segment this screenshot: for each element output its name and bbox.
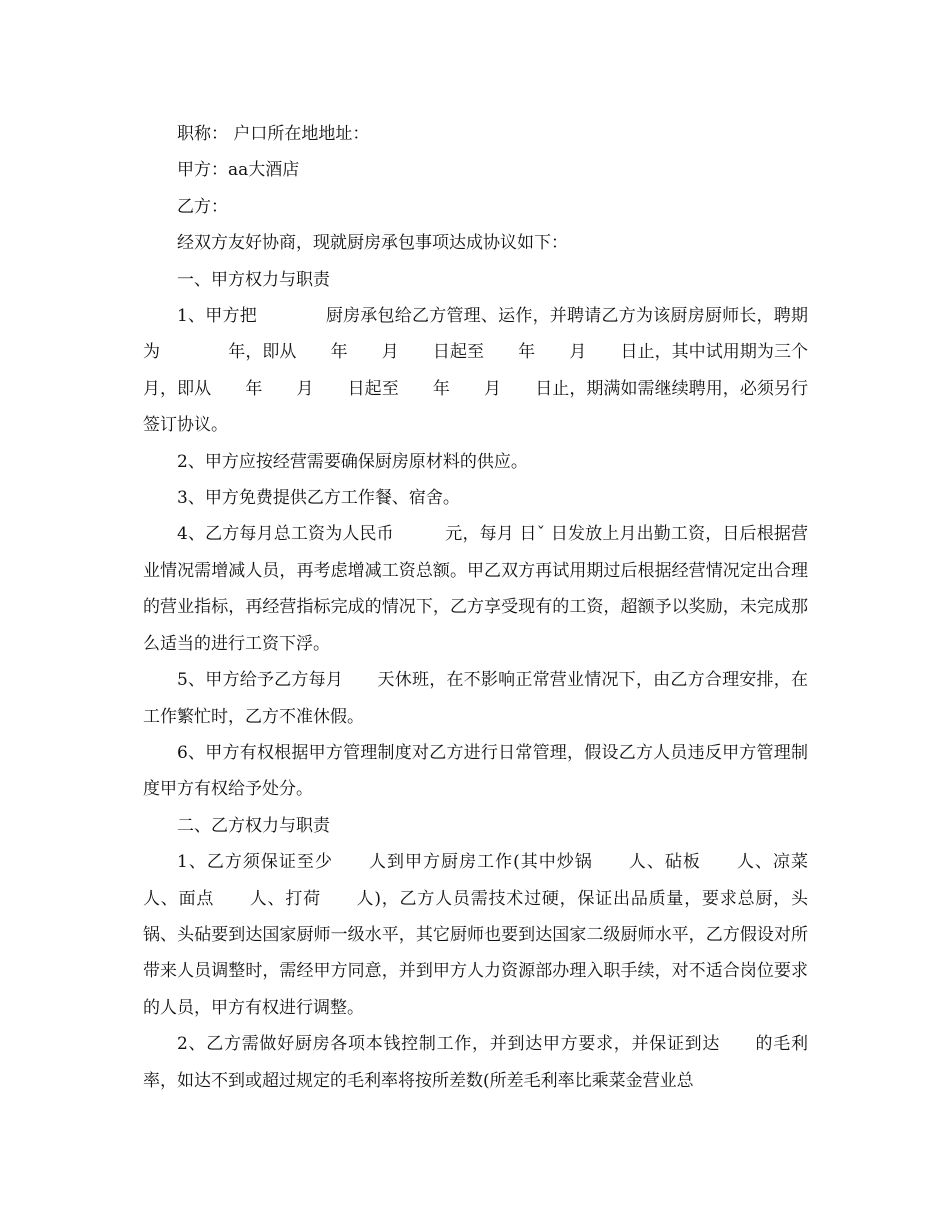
document-body (143, 116, 842, 1099)
section-heading-party-a: 一、甲方权力与职责 (177, 269, 330, 290)
clause-a-2: 2、甲方应按经营需要确保厨房原材料的供应。 (177, 451, 528, 472)
clause-a-4: 4、乙方每月总工资为人民币 元，每月 日ˇ 日发放上月出勤工资，日后根据营业情况需增减人员，再考虑增减工资总额。甲乙双方再试用期过后根据经营情况定出合理的营业指标，再经营指标完成的情况下，乙方享受现有的工资，超额予以奖励，未完成那么适当的进行工资下浮。 (143, 524, 808, 654)
agreement-intro: 经双方友好协商，现就厨房承包事项达成协议如下： (177, 233, 568, 254)
clause-b-1: 1、乙方须保证至少 人到甲方厨房工作(其中炒锅 人、砧板 人、凉菜 人、面点 人、打荷 人)，乙方人员需技术过硬，保证出品质量，要求总厨，头锅、头砧要到达国家厨师一级水平，其它厨师也要到达国家二级厨师水平，乙方假设对所带来人员调整时，需经甲方同意，并到甲方人力资源部办理入职手续，对不适合岗位要求的人员，甲方有权进行调整。 (143, 852, 842, 1018)
field-title-address: 职称： 户口所在地地址： (177, 124, 370, 144)
party-b: 乙方： (177, 196, 228, 217)
section-heading-party-b: 二、乙方权力与职责 (177, 815, 330, 836)
clause-a-1: 1、甲方把 厨房承包给乙方管理、运作，并聘请乙方为该厨房厨师长，聘期为 年，即从 年 月 日起至 年 月 日止，其中试用期为三个月，即从 年 月 日起至 年 月 日止，期满如需继续聘用，必须另行签订协议。 (143, 306, 808, 436)
party-a: 甲方：aa大酒店 (177, 160, 300, 181)
clause-b-2: 2、乙方需做好厨房各项本钱控制工作，并到达甲方要求，并保证到达 的毛利率，如达不到或超过规定的毛利率将按所差数(所差毛利率比乘菜金营业总 (143, 1034, 808, 1091)
clause-a-3: 3、甲方免费提供乙方工作餐、宿舍。 (177, 488, 460, 509)
clause-a-5: 5、甲方给予乙方每月 天休班，在不影响正常营业情况下，由乙方合理安排，在工作繁忙时，乙方不准休假。 (143, 670, 808, 727)
clause-a-6: 6、甲方有权根据甲方管理制度对乙方进行日常管理，假设乙方人员违反甲方管理制度甲方有权给予处分。 (143, 742, 808, 800)
